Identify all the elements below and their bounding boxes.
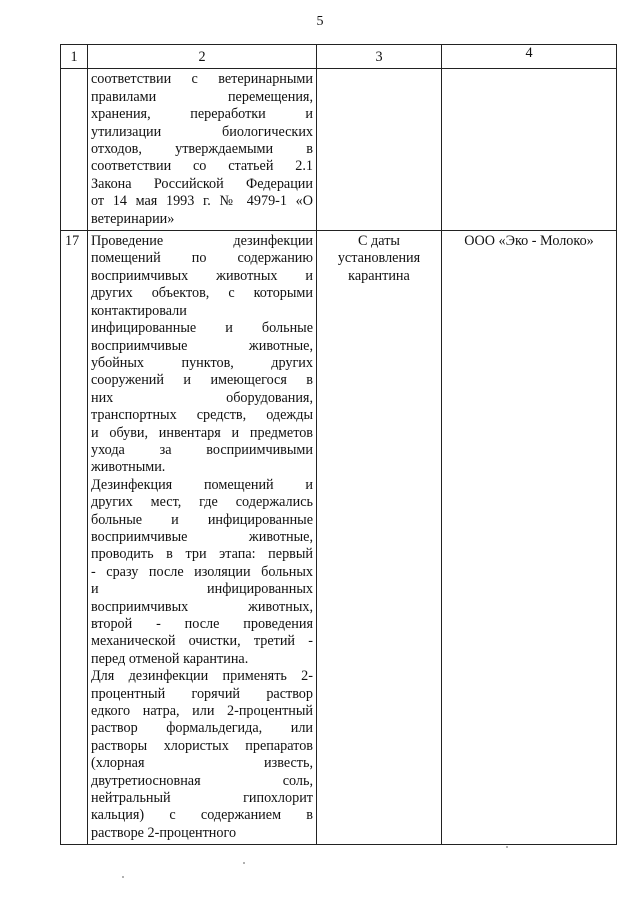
text-line: соответствии с ветеринарными xyxy=(91,71,313,88)
page-number: 5 xyxy=(316,14,324,29)
text-line: (хлорная известь, xyxy=(91,755,313,772)
measures-table xyxy=(60,44,617,845)
text-line: Закона Российской Федерации xyxy=(91,175,313,192)
text-line: раствор формальдегида, или xyxy=(91,720,313,737)
scan-speck xyxy=(122,876,124,878)
text-line: ветеринарии» xyxy=(91,210,175,227)
text-line: них оборудования, xyxy=(91,389,313,406)
text-line: проводить в три этапа: первый xyxy=(91,546,313,563)
header-col-2: 2 xyxy=(88,45,317,69)
text-line: Дезинфекция помещений и xyxy=(91,476,313,493)
text-line: убойных пунктов, других xyxy=(91,354,313,371)
text-line: транспортных средств, одежды xyxy=(91,407,313,424)
date-line: установления xyxy=(337,250,421,267)
text-line: утилизации биологических xyxy=(91,123,313,140)
text-line: контактировали xyxy=(91,302,187,319)
paragraph-disinfection-stages xyxy=(91,477,313,668)
text-line: восприимчивые животные, xyxy=(91,337,313,354)
text-line: Проведение дезинфекции xyxy=(91,233,313,250)
text-line: растворы хлористых препаратов xyxy=(91,737,313,754)
text-line: и обуви, инвентаря и предметов xyxy=(91,424,313,441)
date-cell xyxy=(317,69,442,231)
responsible-cell xyxy=(442,69,617,231)
text-line: отходов, утверждаемыми в xyxy=(91,141,313,158)
text-line: растворе 2-процентного xyxy=(91,824,237,841)
text-line: ухода за восприимчивыми xyxy=(91,441,313,458)
text-line: инфицированные и больные xyxy=(91,320,313,337)
scan-speck xyxy=(243,862,245,864)
text-line: больные и инфицированные xyxy=(91,511,313,528)
measure-text-cell xyxy=(88,69,317,231)
text-line: Для дезинфекции применять 2- xyxy=(91,668,313,685)
header-col-3: 3 xyxy=(317,45,442,69)
row-number-cell xyxy=(61,69,88,231)
header-col-4: 4 xyxy=(442,45,617,69)
measure-text-cell-17 xyxy=(88,231,317,845)
text-line: и инфицированных xyxy=(91,581,313,598)
text-line: нейтральный гипохлорит xyxy=(91,790,313,807)
date-line: карантина xyxy=(348,267,410,284)
text-line: восприимчивых животных и xyxy=(91,267,313,284)
table-row-17 xyxy=(61,231,617,845)
text-line: восприимчивых животных, xyxy=(91,598,313,615)
scan-speck xyxy=(506,846,508,848)
text-line: животными. xyxy=(91,459,166,476)
text-line: второй - после проведения xyxy=(91,616,313,632)
text-line: восприимчивые животные, xyxy=(91,528,313,545)
header-col-1: 1 xyxy=(61,45,88,69)
text-line: помещений по содержанию xyxy=(91,250,313,267)
responsible-cell-17: ООО «Эко - Молоко» xyxy=(442,231,617,845)
text-line: соответствии со статьей 2.1 xyxy=(91,158,313,175)
text-line: механической очистки, третий - xyxy=(91,633,313,650)
row-number-17: 17 xyxy=(61,231,88,845)
paragraph-disinfection-scope xyxy=(91,233,313,477)
text-line: едкого натра, или 2-процентный xyxy=(91,703,313,720)
table-header-row xyxy=(61,45,617,69)
measure-text-continued xyxy=(91,71,313,228)
date-cell-17 xyxy=(317,231,442,845)
date-line: С даты xyxy=(358,233,400,250)
text-line: правилами перемещения, xyxy=(91,88,313,105)
text-line: хранения, переработки и xyxy=(91,106,313,123)
text-line: - сразу после изоляции больных xyxy=(91,563,313,580)
text-line: кальция) с содержанием в xyxy=(91,807,313,824)
text-line: сооружений и имеющегося в xyxy=(91,372,313,389)
table-row-continued xyxy=(61,69,617,231)
text-line: от 14 мая 1993 г. № 4979-1 «О xyxy=(91,193,313,210)
paragraph-disinfectants xyxy=(91,668,313,842)
text-line: других мест, где содержались xyxy=(91,494,313,511)
text-line: перед отменой карантина. xyxy=(91,650,249,667)
text-line: других объектов, с которыми xyxy=(91,285,313,302)
text-line: двутретиосновная соль, xyxy=(91,772,313,789)
text-line: процентный горячий раствор xyxy=(91,685,313,702)
